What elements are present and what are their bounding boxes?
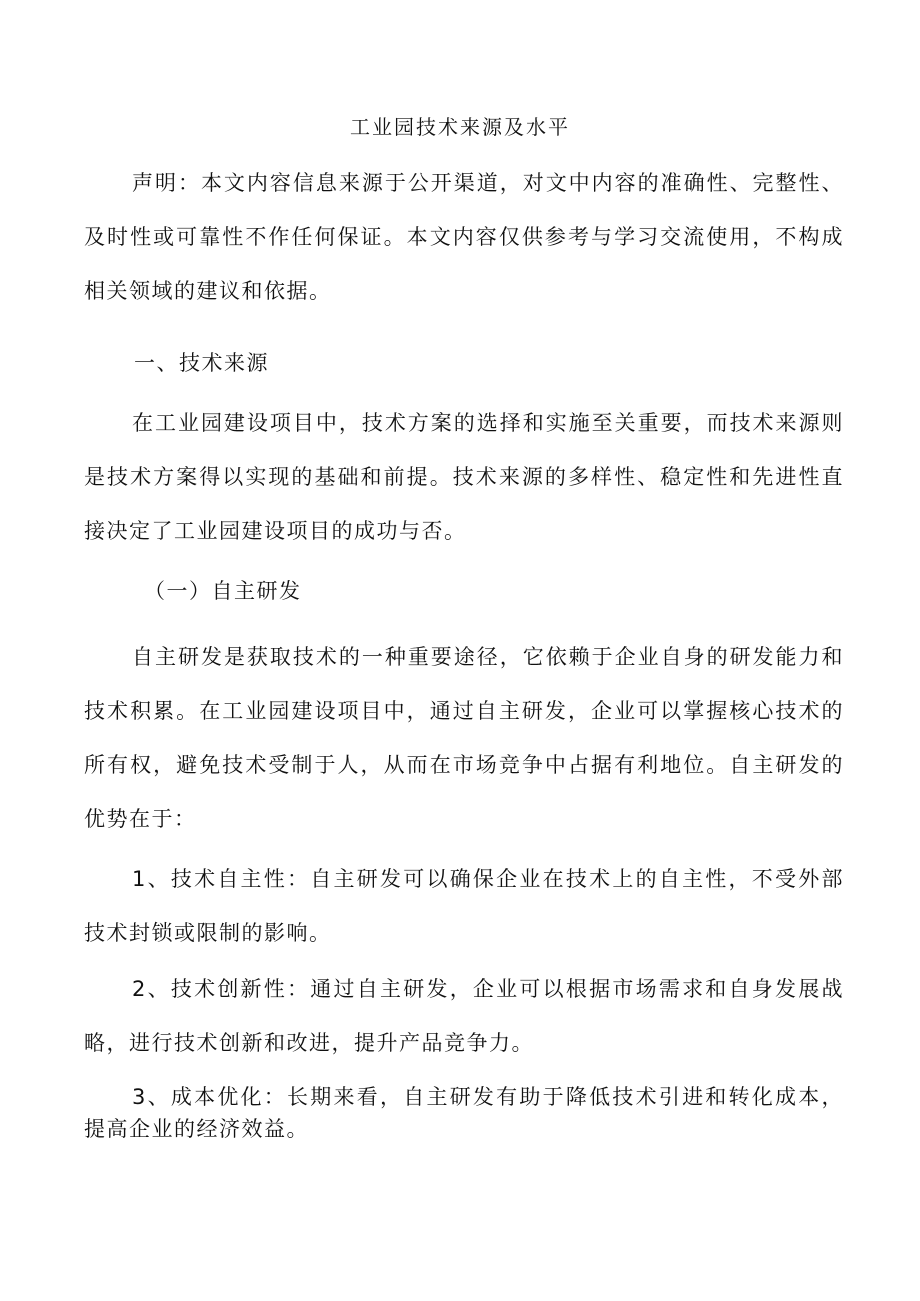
section-intro-paragraph: 在工业园建设项目中，技术方案的选择和实施至关重要，而技术来源则是技术方案得以实现的基础和前提。技术来源的多样性、稳定性和先进性直接决定了工业园建设项目的成功与否。 [84, 411, 844, 543]
section-heading-tech-source: 一、技术来源 [134, 351, 269, 375]
point-item-3: 3、成本优化：长期来看，自主研发有助于降低技术引进和转化成本，提高企业的经济效益。 [84, 1085, 844, 1141]
point-item-2: 2、技术创新性：通过自主研发，企业可以根据市场需求和自身发展战略，进行技术创新和改进，提升产品竞争力。 [84, 977, 844, 1055]
disclaimer-paragraph: 声明：本文内容信息来源于公开渠道，对文中内容的准确性、完整性、及时性或可靠性不作任何保证。本文内容仅供参考与学习交流使用，不构成相关领域的建议和依据。 [84, 171, 844, 303]
document-title: 工业园技术来源及水平 [350, 115, 570, 139]
point-item-1: 1、技术自主性：自主研发可以确保企业在技术上的自主性，不受外部技术封锁或限制的影响。 [84, 867, 844, 945]
subsection-heading-independent-rd: （一）自主研发 [144, 579, 302, 603]
subsection-body-paragraph: 自主研发是获取技术的一种重要途径，它依赖于企业自身的研发能力和技术积累。在工业园建设项目中，通过自主研发，企业可以掌握核心技术的所有权，避免技术受制于人，从而在市场竞争中占据有利地位。自主研发的优势在于： [84, 645, 844, 831]
